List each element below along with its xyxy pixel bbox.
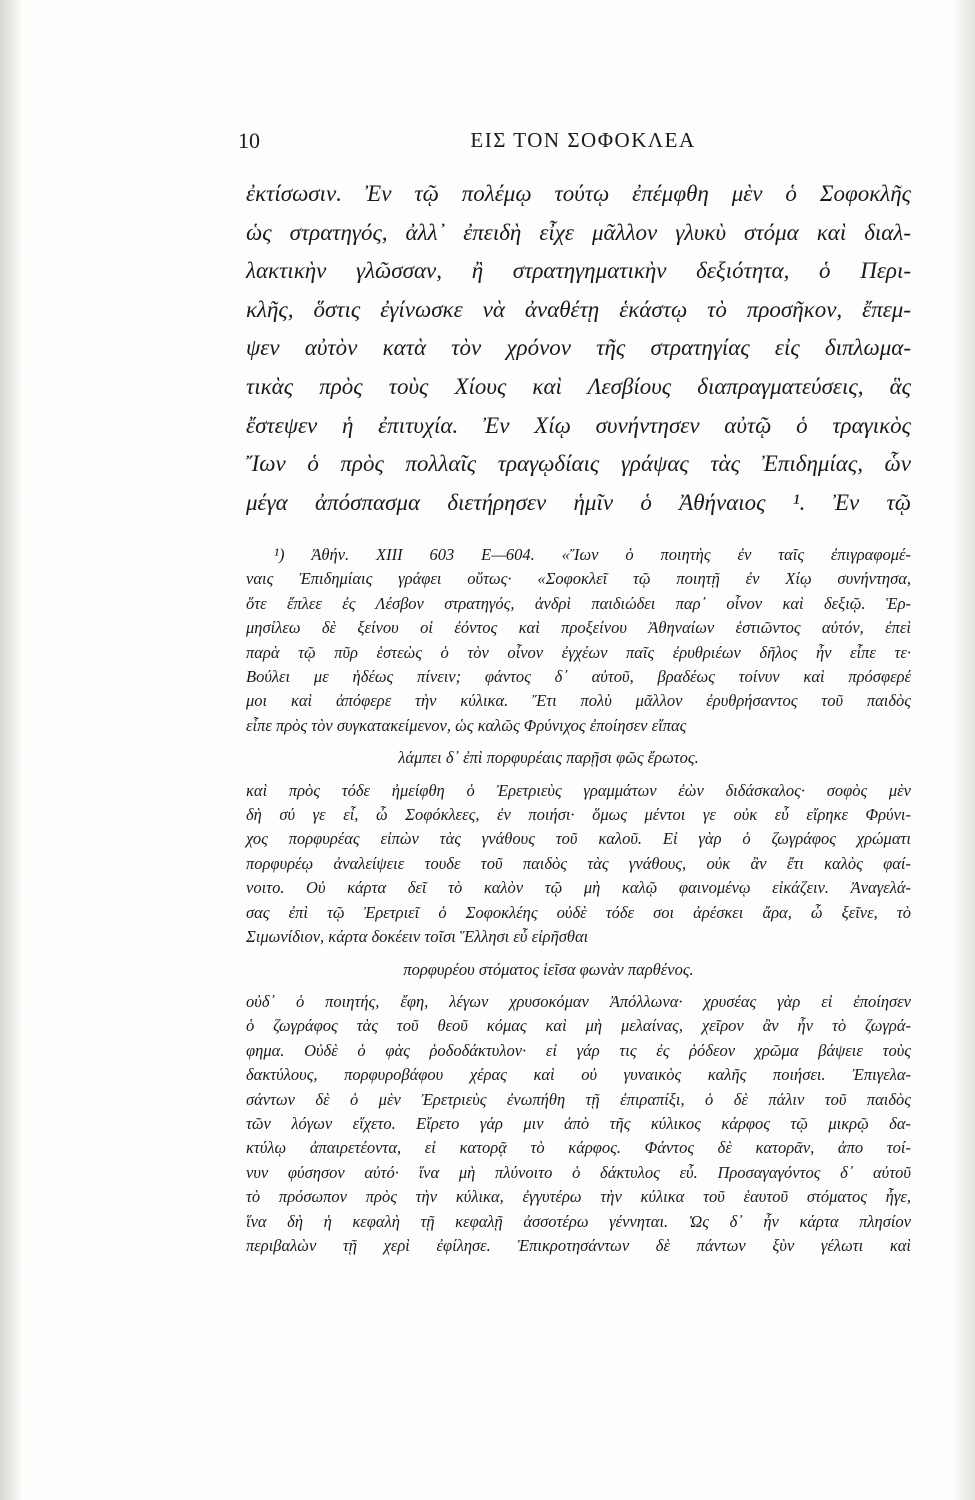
footnote bbox=[246, 543, 911, 1258]
footnote-line: ¹) Ἀθήν. XIII 603 E—604. «Ἴων ὁ ποιητὴς ἐν ταῖς ἐπιγραφομέ- bbox=[274, 545, 911, 564]
footnote-line: μησίλεω δὲ ξείνου οἱ ἐόντος καὶ προξείνου Ἀθηναίων ἑστιῶντος αὐτόν, ἐπεὶ bbox=[246, 618, 911, 638]
footnote-line: κτύλῳ ἀπαιρετέοντα, εἰ κατορᾷ τὸ κάρφος. Φάντος δὲ κατορᾶν, ἀπο τοί- bbox=[246, 1138, 911, 1158]
footnote-line: τὸ πρόσωπον πρὸς τὴν κύλικα, ἐγγυτέρω τὴν κύλικα τοῦ ἑαυτοῦ στόματος ἦγε, bbox=[246, 1187, 911, 1207]
footnote-line: ὁ ζωγράφος τὰς τοῦ θεοῦ κόμας καὶ μὴ μελαίνας, χεῖρον ἂν ἦν τὸ ζωγρά- bbox=[246, 1016, 911, 1036]
footnote-line: πορφυρέῳ ἀναλείψειε τουδε τοῦ παιδὸς τὰς γνάθους, οὐκ ἂν ἔτι καλὸς φαί- bbox=[246, 853, 911, 873]
main-text-line: τικὰς πρὸς τοὺς Χίους καὶ Λεσβίους διαπραγματεύσεις, ἃς bbox=[246, 373, 911, 399]
main-text-line: ὡς στρατηγός, ἀλλ᾽ ἐπειδὴ εἶχε μᾶλλον γλυκὺ στόμα καὶ διαλ- bbox=[246, 219, 911, 245]
footnote-line: δὴ σύ γε εἶ, ὦ Σοφόκλεες, ἐν ποιήσι· ὅμως μέντοι γε οὐκ εὖ εἴρηκε Φρύνι- bbox=[246, 805, 911, 825]
footnote-line: ὅτε ἔπλεε ἐς Λέσβον στρατηγός, ἀνδρὶ παιδιώδει παρ᾽ οἶνον καὶ δεξιῷ. Ἑρ- bbox=[246, 593, 911, 613]
footnote-line: περιβαλὼν τῇ χερὶ ἐφίλησε. Ἐπικροτησάντων δὲ πάντων ξὺν γέλωτι καὶ bbox=[246, 1235, 911, 1255]
quoted-verse: λάμπει δ᾽ ἐπὶ πορφυρέαις παρῇσι φῶς ἔρωτος. bbox=[398, 748, 699, 768]
main-text-line: κλῆς, ὅστις ἐγίνωσκε νὰ ἀναθέτῃ ἑκάστῳ τὸ προσῆκον, ἔπεμ- bbox=[246, 296, 911, 322]
main-text-line: ἔστεψεν ἡ ἐπιτυχία. Ἐν Χίῳ συνήντησεν αὐτῷ ὁ τραγικὸς bbox=[246, 412, 911, 438]
footnote-line: Βούλει με ἡδέως πίνειν; φάντος δ᾽ αὐτοῦ, βραδέως τοίνυν καὶ πρόσφερέ bbox=[246, 667, 911, 687]
main-text bbox=[246, 175, 911, 522]
page-edge-left bbox=[0, 0, 22, 1500]
quoted-verse: πορφυρέου στόματος ἱεῖσα φωνὰν παρθένος. bbox=[403, 959, 694, 979]
main-text-line: μέγα ἀπόσπασμα διετήρησεν ἡμῖν ὁ Ἀθήναιος ¹. Ἐν τῷ bbox=[246, 489, 911, 515]
footnote-line: Σιμωνίδιον, κάρτα δοκέειν τοῖσι Ἕλλησι εὖ εἰρῆσθαι bbox=[246, 927, 589, 947]
footnote-line: οὐδ᾽ ὁ ποιητής, ἔφη, λέγων χρυσοκόμαν Ἀπόλλωνα· χρυσέας γὰρ εἰ ἐποίησεν bbox=[246, 991, 911, 1011]
running-title: ΕΙΣ ΤΟΝ ΣΟΦΟΚΛΕΑ bbox=[470, 128, 696, 152]
page-edge-right bbox=[953, 0, 975, 1500]
footnote-line: σάντων δὲ ὁ μὲν Ἐρετριεὺς ἐνωπήθη τῇ ἐπιραπίξι, ὁ δὲ πάλιν τοῦ παιδὸς bbox=[246, 1089, 911, 1109]
main-text-line: ἐκτίσωσιν. Ἐν τῷ πολέμῳ τούτῳ ἐπέμφθη μὲν ὁ Σοφοκλῆς bbox=[246, 181, 911, 206]
main-text-line: λακτικὴν γλῶσσαν, ἢ στρατηγηματικὴν δεξιότητα, ὁ Περι- bbox=[246, 258, 911, 284]
main-text-line: Ἴων ὁ πρὸς πολλαῖς τραγῳδίαις γράψας τὰς Ἐπιδημίας, ὧν bbox=[246, 451, 911, 477]
footnote-line: τῶν λόγων εἴχετο. Εἴρετο γάρ μιν ἀπὸ τῆς κύλικος κάρφος τῷ μικρῷ δα- bbox=[246, 1113, 911, 1133]
footnote-line: χος πορφυρέας εἰπὼν τὰς γνάθους τοῦ καλοῦ. Εἰ γὰρ ὁ ζωγράφος χρώματι bbox=[246, 829, 911, 849]
main-text-line: ψεν αὐτὸν κατὰ τὸν χρόνον τῆς στρατηγίας εἰς διπλωμα- bbox=[246, 335, 911, 361]
footnote-line: ναις Ἐπιδημίαις γράφει οὕτως· «Σοφοκλεῖ τῷ ποιητῇ ἐν Χίῳ συνήντησα, bbox=[246, 569, 911, 589]
footnote-line: παρὰ τῷ πῦρ ἑστεὼς ὁ τὸν οἶνον ἐγχέων παῖς ἐρυθριέων δῆλος ἦν εἶπε τε· bbox=[246, 642, 911, 662]
page-number: 10 bbox=[238, 128, 260, 153]
footnote-line: ἵνα δὴ ἡ κεφαλὴ τῇ κεφαλῇ ἀσσοτέρω γέννηται. Ὡς δ᾽ ἦν κάρτα πλησίον bbox=[246, 1211, 911, 1231]
footnote-line: μοι καὶ ἀπόφερε τὴν κύλικα. Ἔτι πολὺ μᾶλλον ἐρυθρήσαντος τοῦ παιδὸς bbox=[246, 691, 911, 711]
footnote-line: δακτύλους, πορφυροβάφου χέρας καὶ οὐ γυναικὸς καλῆς ποιήσει. Ἐπιγελα- bbox=[246, 1065, 911, 1085]
footnote-line: νοιτο. Οὐ κάρτα δεῖ τὸ καλὸν τῷ μὴ καλῷ φαινομένῳ εἰκάζειν. Ἀναγελά- bbox=[246, 878, 911, 898]
footnote-line: φημα. Οὐδὲ ὁ φὰς ῥοδοδάκτυλον· εἰ γάρ τις ἐς ῥόδεον χρῶμα βάψειε τοὺς bbox=[246, 1040, 911, 1060]
footnote-line: εἶπε πρὸς τὸν συγκατακείμενον, ὡς καλῶς Φρύνιχος ἐποίησεν εἴπας bbox=[246, 715, 687, 735]
page-header bbox=[238, 128, 918, 158]
footnote-line: νυν φύσησον αὐτό· ἵνα μὴ πλύνοιτο ὁ δάκτυλος εὖ. Προσαγαγόντος δ᾽ αὐτοῦ bbox=[246, 1162, 911, 1182]
footnote-line: σας ἐπὶ τῷ Ἐρετριεῖ ὁ Σοφοκλέης οὐδὲ τόδε σοι ἀρέσκει ἄρα, ὦ ξεῖνε, τὸ bbox=[246, 902, 911, 922]
footnote-line: καὶ πρὸς τόδε ἠμείφθη ὁ Ἐρετριεὺς γραμμάτων ἐὼν διδάσκαλος· σοφὸς μὲν bbox=[246, 780, 911, 800]
